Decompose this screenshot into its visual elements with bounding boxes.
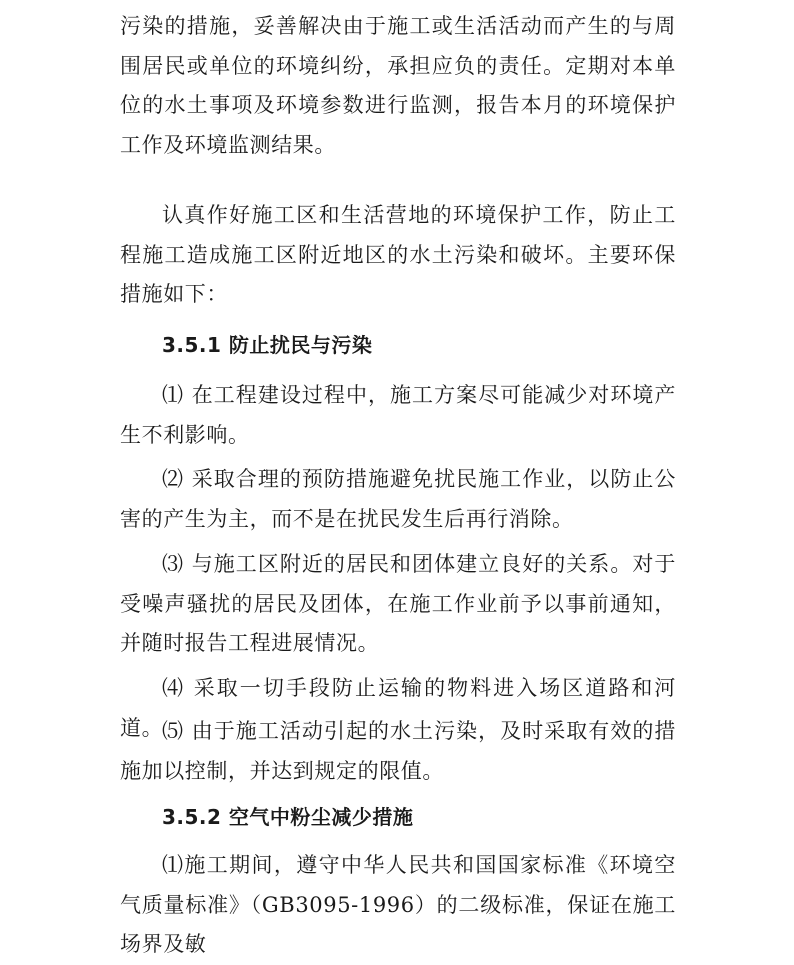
list-item: ⑸ 由于施工活动引起的水土污染，及时采取有效的措施加以控制，并达到规定的限值。 [120, 719, 676, 783]
list-item: ⑵ 采取合理的预防措施避免扰民施工作业，以防止公害的产生为主，而不是在扰民发生后再行消除。 [120, 467, 676, 531]
section-heading-3-5-2: 3.5.2 空气中粉尘减少措施 [162, 805, 414, 829]
paragraph-continuation: 污染的措施，妥善解决由于施工或生活活动而产生的与周围居民或单位的环境纠纷，承担应负的责任。定期对本单位的水土事项及环境参数进行监测，报告本月的环境保护工作及环境监测结果。 [120, 14, 676, 157]
list-item: ⑷ 采取一切手段防止运输的物料进入场区道路和河道。 [120, 676, 676, 740]
paragraph-intro: 认真作好施工区和生活营地的环境保护工作，防止工程施工造成施工区附近地区的水土污染和破坏。主要环保措施如下： [120, 203, 676, 307]
list-item: ⑴施工期间，遵守中华人民共和国国家标准《环境空气质量标准》（GB3095-1996）的二级标准，保证在施工场界及敏 [120, 853, 676, 957]
list-item: ⑶ 与施工区附近的居民和团体建立良好的关系。对于受噪声骚扰的居民及团体，在施工作业前予以事前通知，并随时报告工程进展情况。 [120, 552, 676, 656]
section-heading-3-5-1: 3.5.1 防止扰民与污染 [162, 333, 373, 357]
list-item: ⑴ 在工程建设过程中，施工方案尽可能减少对环境产生不利影响。 [120, 383, 676, 447]
